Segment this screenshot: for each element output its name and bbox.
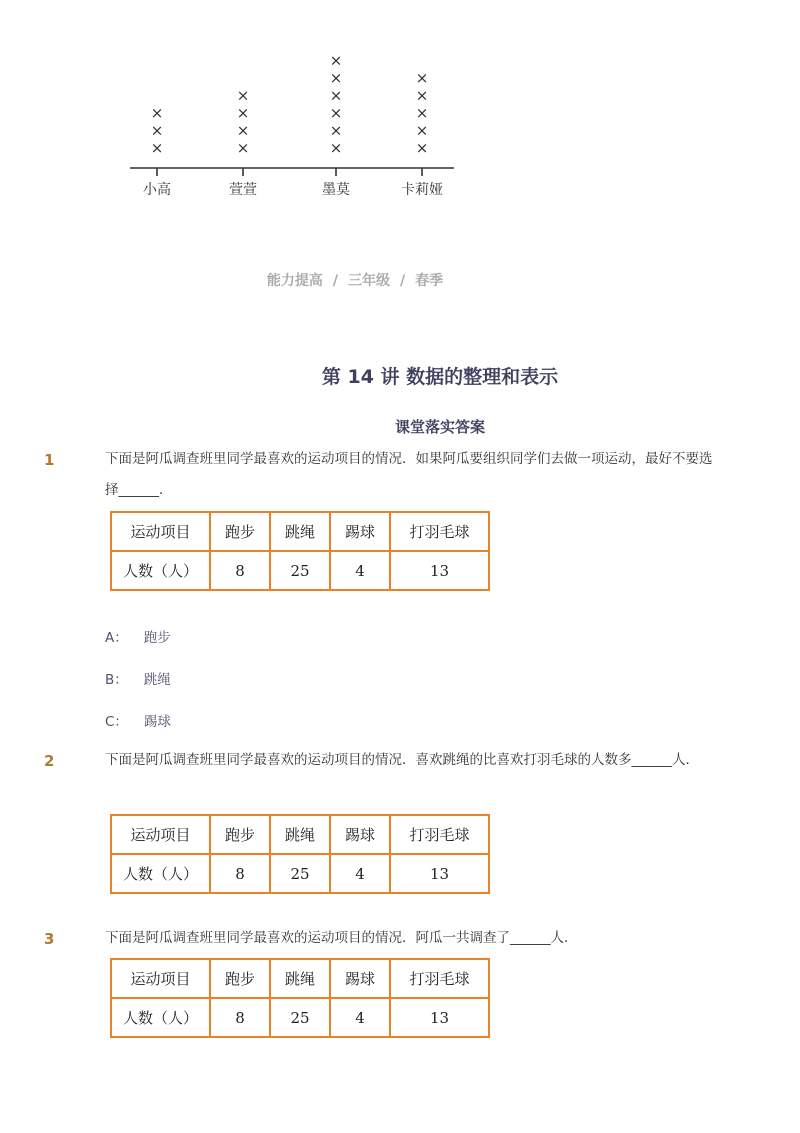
table-cell: 打羽毛球: [390, 512, 489, 551]
footer-breadcrumb: [0, 270, 710, 290]
line-plot-mark: ×: [236, 86, 250, 105]
table-cell: 4: [330, 551, 390, 590]
question-number: 1: [44, 451, 55, 469]
answer-option-c[interactable]: [105, 710, 171, 730]
table-row: [111, 854, 489, 893]
table-header-row: [111, 512, 489, 551]
table-cell: 8: [210, 854, 270, 893]
table-cell: 4: [330, 998, 390, 1037]
table-cell: 人数（人）: [111, 998, 210, 1037]
line-plot-category-label: 小高: [143, 182, 171, 198]
table-cell: 运动项目: [111, 815, 210, 854]
table-cell: 25: [270, 551, 330, 590]
table-cell: 打羽毛球: [390, 959, 489, 998]
footer-part: 春季: [415, 273, 444, 289]
footer-separator: /: [332, 273, 338, 289]
table-cell: 运动项目: [111, 959, 210, 998]
lesson-title: 第 14 讲 数据的整理和表示: [321, 366, 559, 388]
line-plot-category-label: 卡莉娅: [401, 182, 443, 198]
answer-option-a[interactable]: [105, 626, 171, 646]
table-cell: 跳绳: [270, 959, 330, 998]
line-plot-mark: ×: [329, 86, 343, 105]
table-cell: 跳绳: [270, 512, 330, 551]
question-text: 下面是阿瓜调查班里同学最喜欢的运动项目的情况．喜欢跳绳的比喜欢打羽毛球的人数多______人．: [105, 752, 699, 768]
line-plot-mark: ×: [236, 139, 250, 157]
line-plot-mark: ×: [415, 69, 429, 87]
line-plot-mark: ×: [415, 86, 429, 105]
footer-part: 能力提高: [266, 273, 323, 289]
table-row: [111, 998, 489, 1037]
option-letter: B：: [105, 672, 128, 688]
table-cell: 跳绳: [270, 815, 330, 854]
question-text: 下面是阿瓜调查班里同学最喜欢的运动项目的情况．阿瓜一共调查了______人．: [105, 930, 578, 946]
table-header-row: [111, 815, 489, 854]
table-cell: 8: [210, 551, 270, 590]
option-letter: A：: [105, 630, 128, 646]
option-letter: C：: [105, 714, 128, 730]
table-cell: 跑步: [210, 512, 270, 551]
table-cell: 25: [270, 854, 330, 893]
line-plot-mark: ×: [415, 121, 429, 140]
table-cell: 13: [390, 998, 489, 1037]
table-cell: 13: [390, 551, 489, 590]
line-plot-mark: ×: [329, 139, 343, 157]
table-cell: 4: [330, 854, 390, 893]
section-title: 课堂落实答案: [394, 418, 485, 436]
line-plot-mark: ×: [150, 139, 164, 157]
table-cell: 13: [390, 854, 489, 893]
table-cell: 踢球: [330, 959, 390, 998]
line-plot-mark: ×: [415, 139, 429, 157]
table-cell: 人数（人）: [111, 854, 210, 893]
line-plot-category-label: 墨莫: [322, 182, 350, 198]
table-cell: 打羽毛球: [390, 815, 489, 854]
table-cell: 8: [210, 998, 270, 1037]
footer-part: 三年级: [348, 273, 390, 289]
table-cell: 踢球: [330, 815, 390, 854]
question-text: 下面是阿瓜调查班里同学最喜欢的运动项目的情况．如果阿瓜要组织同学们去做一项运动，最好不要选择______．: [105, 451, 713, 498]
line-plot-mark: ×: [329, 104, 343, 122]
question-number: 3: [44, 930, 55, 948]
option-text: 跑步: [143, 630, 171, 646]
line-plot-category-label: 萱萱: [229, 182, 257, 198]
option-text: 跳绳: [143, 672, 171, 688]
table-cell: 运动项目: [111, 512, 210, 551]
line-plot-mark: ×: [236, 104, 250, 122]
answer-option-b[interactable]: [105, 668, 171, 688]
line-plot-mark: ×: [329, 51, 343, 70]
data-table: [110, 814, 490, 894]
footer-separator: /: [400, 273, 406, 289]
table-cell: 踢球: [330, 512, 390, 551]
line-plot: [0, 0, 800, 210]
table-cell: 25: [270, 998, 330, 1037]
table-cell: 人数（人）: [111, 551, 210, 590]
data-table: [110, 511, 490, 591]
table-cell: 跑步: [210, 959, 270, 998]
line-plot-mark: ×: [329, 121, 343, 140]
line-plot-mark: ×: [236, 121, 250, 140]
line-plot-mark: ×: [415, 104, 429, 122]
table-cell: 跑步: [210, 815, 270, 854]
question-number: 2: [44, 752, 55, 770]
data-table: [110, 958, 490, 1038]
line-plot-mark: ×: [329, 69, 343, 87]
line-plot-mark: ×: [150, 104, 164, 122]
table-row: [111, 551, 489, 590]
line-plot-mark: ×: [150, 121, 164, 140]
table-header-row: [111, 959, 489, 998]
option-text: 踢球: [143, 714, 171, 730]
